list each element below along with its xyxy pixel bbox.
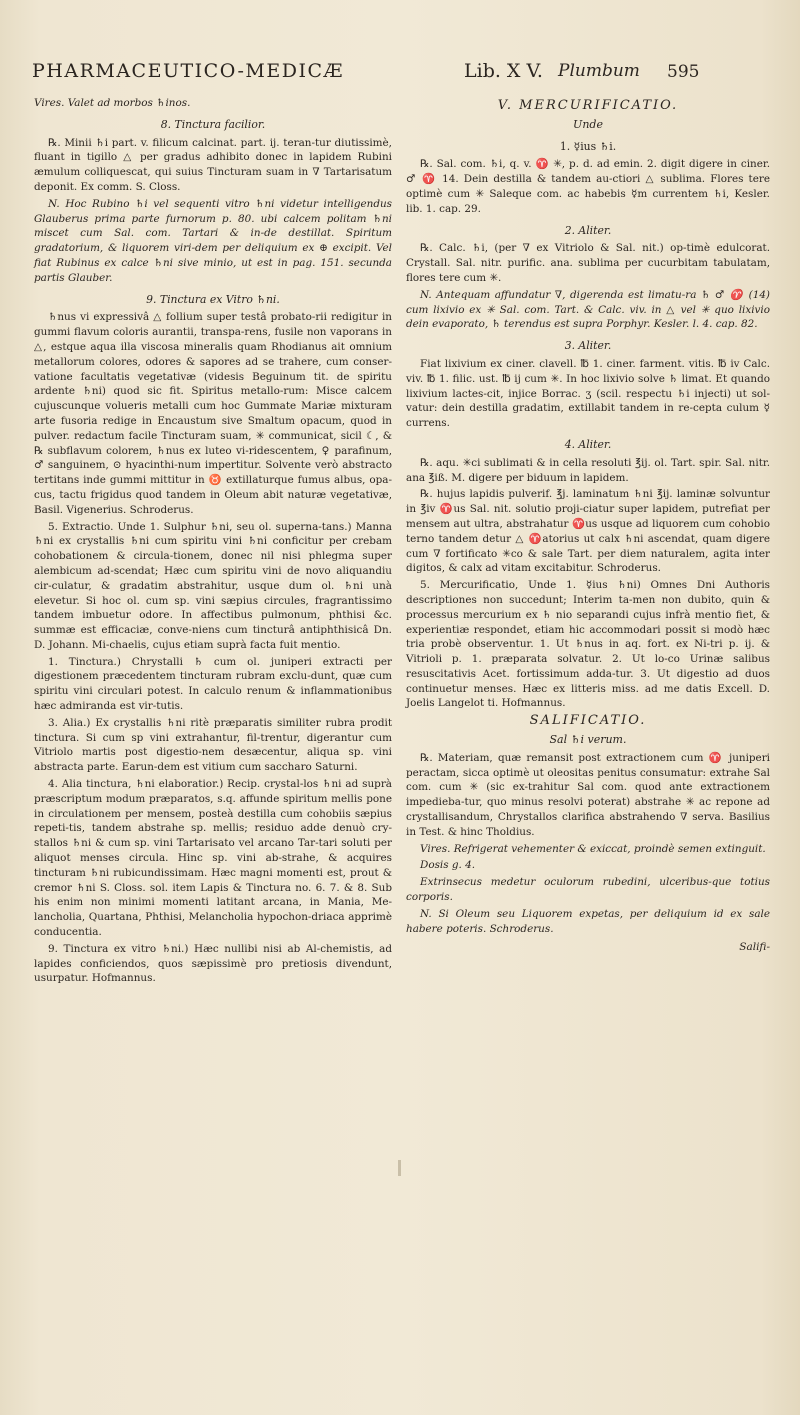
para-alia-3: 3. Alia.) Ex crystallis ♄ni ritè præparatis similiter rubra prodit tinctura. Si cum sp vini extrahantur, fil-trentur, digerantur cum Vitriolo martis post digestio-nem desæcentur, aliqua sp. vini abstracta parte. Earun-dem est vitium cum saccharo Saturni. xyxy=(34,716,392,774)
para-2: ℞. Calc. ♄i, (per ∇ ex Vitriolo & Sal. nit.) op-timè edulcorat. Crystall. Sal. nitr. purific. ana. sublima per cucurbitam tabulatam, flores tere cum ✳. xyxy=(406,242,770,284)
para-salificatio: ℞. Materiam, quæ remansit post extractionem cum ♈ juniperi peractam, sicca optimè ut oleositas penitus consumatur: extrahe Sal com. cum ✳ (sic ex-trahitur Sal com. quod ante extractionem impedieba-tur, quo minus resolvi poterat) abstrahe ✳ ac repone ad crystallisandum, Chrystallos clarifica abstrahendo ∇ serva. Basilius in Test. & hinc Tholdius. xyxy=(406,751,770,838)
book-number: Lib. X V. xyxy=(464,60,543,82)
intro-line: Vires. Valet ad morbos ♄inos. xyxy=(34,97,191,109)
heading-4: 4. Aliter. xyxy=(564,437,612,451)
paper-mark xyxy=(398,1160,401,1176)
note-8: N. Hoc Rubino ♄i vel sequenti vitro ♄ni videtur intelligendus Glauberus prima parte furnorum p. 80. ubi calcem politam ♄ni miscet cum Sal. com. Tartari & in-de destillat. Spiritum gradatorium, & liquorem viri-dem per deliquium ex ⊕ excipit. Vel fiat Rubinus ex calce ♄ni sive minio, ut est in pag. 151. secunda partis Glauber. xyxy=(34,197,392,284)
note-2: N. Antequam affundatur ∇, digerenda est limatu-ra ♄ ♂ ♈ (14) cum lixivio ex ✳ Sal. com. Tart. & Calc. viv. in △ vel ✳ quo lixivio dein evaporato, ♄ terendus est supra Porphyr. Kesler. l. 4. cap. 82. xyxy=(406,288,770,331)
right-column xyxy=(406,96,770,955)
left-column xyxy=(34,96,392,988)
para-4a: ℞. aqu. ✳ci sublimati & in cella resoluti ℥ij. ol. Tart. spir. Sal. nitr. ana ℥iß. M. digere per biduum in lapidem. xyxy=(406,456,770,484)
catchword: Salifi- xyxy=(739,941,770,954)
subheading-sal-verum: Sal ♄i verum. xyxy=(549,733,627,747)
para-tinctura-1: 1. Tinctura.) Chrystalli ♄ cum ol. juniperi extracti per digestionem præcedentem tincturam rubram exclu-dunt, quæ cum spiritu vini circulari potest. In calculo renum & inflammationibus hæc admiranda est vir-tutis. xyxy=(34,655,392,713)
para-extractio: 5. Extractio. Unde 1. Sulphur ♄ni, seu ol. superna-tans.) Manna ♄ni ex crystallis ♄ni cum spiritu vini ♄ni conficitur per crebam cohobationem & circula-tionem, donec nil nisi phlegma super alembicum ad-scendat; Hæc cum spiritu vini de novo aliquandiu cir-culatur, & gradatim abstrahitur, usque dum ol. ♄ni unà elevetur. Si hoc ol. cum sp. vini sæpius circules, fragrantissimo tandem imbuetur odore. In affectibus pulmonum, phthisi &c. summæ est efficaciæ, conve-niens cum tincturâ antiphthisicâ Dn. D. Johann. Mi-chaelis, cujus etiam suprà facta fuit mentio. xyxy=(34,520,392,651)
para-9: ♄nus vi expressivâ △ follium super testâ probato-rii redigitur in gummi flavum coloris aurantii, transpa-rens, fusile non vaporans in △, estque aqua illa viscosa mineralis quam Rhodianus ait omnium metallorum colores, odores & sapores ad se trahere, cum conser-vatione facultatis vegetativæ (videsis Beguinum tit. de spiritu ardente ♄ni) quod sic fit. Spiritus metallo-rum: Misce calcem cujuscunque volueris metalli cum hoc Gummate Mariæ mixturam arte fusoria redige in Encaustum sive Smaltum opacum, quod in pulver. redactum facile Tincturam suam, ✳ communicat, sicil ☾, & ℞ subflavum colorem, ♄nus ex luteo vi-ridescentem, ♀ parafinum, ♂ sanguinem, ⊙ hyacinthi-num impertitur. Solvente verò abstracto tertitans inde gummi mittitur in ♉ extillaturque fumus albus, opa-cus, tactu frigidus quod tandem in Oleum abit naturæ vegetativæ, Basil. Vigenerius. Schroderus. xyxy=(34,311,392,516)
heading-1: 1. ☿ius ♄i. xyxy=(559,139,617,153)
page-number: 595 xyxy=(667,62,700,82)
running-title: PHARMACEUTICO-MEDICÆ xyxy=(32,60,345,82)
para-4b: ℞. hujus lapidis pulverif. ℥j. laminatum ♄ni ℥ij. laminæ solvuntur in ℥iv ♈us Sal. nit. solutio proji-ciatur super lapidem, putrefiat per mensem aut ultra, abstrahatur ♈us usque ad liquorem cum cohobio terno tandem detur △ ♈atorius ut calx ♄ni ascendat, quam digere cum ∇ fortificato ✳co & sale Tart. per diem naturalem, agita inter digitos, & calx ad vitam excitabitur. Schroderus. xyxy=(406,488,770,575)
para-5: 5. Mercurificatio, Unde 1. ☿ius ♄ni) Omnes Dni Authoris descriptiones non succedunt; Interim ta-men non dubito, quin & processus mercurium ex ♄ nio separandi cujus infrà mentio fiet, & experientiæ respondet, etiam hic accommodari possit si modò hæc tria probè observentur. 1. Ut ♄nus in aq. fort. ex Ni-tri p. ij. & Vitrioli p. 1. præparata solvatur. 2. Ut lo-co Urinæ salibus resuscitativis Acet. fortissimum adda-tur. 3. Ut digestio ad duos continuetur menses. Hæc ex litteris miss. ad me datis Excell. D. Joelis Langelot ti. Hofmannus. xyxy=(406,579,770,710)
dosis-line: Dosis g. 4. xyxy=(420,859,476,872)
para-1: ℞. Sal. com. ♄i, q. v. ♈ ✳, p. d. ad emin. 2. digit digere in ciner. ♂ ♈ 14. Dein destilla & tandem au-ctiori △ sublima. Flores tere optimè cum ✳ Saleque com. ac habebis ☿m currentem ♄i, Kesler. lib. 1. cap. 29. xyxy=(406,158,770,215)
heading-9: 9. Tinctura ex Vitro ♄ni. xyxy=(146,292,280,306)
running-subject: Plumbum xyxy=(558,61,640,81)
para-alia-4: 4. Alia tinctura, ♄ni elaboratior.) Recip. crystal-los ♄ni ad suprà præscriptum modum præparatos, s.q. affunde spiritum mellis pone in circulationem per mensem, posteà destilla cum cohobiis sæpius repeti-tis, tandem abstrahe sp. mellis; residuo adde denuò cry-stallos ♄ni & cum sp. vini Tartarisato vel arcano Tar-tari soluti per aliquot menses circula. Hinc sp. vini ab-strahe, & acquires tincturam ♄ni rubicundissimam. Hæc magni momenti est, prout & cremor ♄ni S. Closs. sol. item Lapis & Tinctura no. 6. 7. & 8. Sub his enim non minimi momenti latitant arcana, in Mania, Me-lancholia, Quartana, Phthisi, Melancholia hypochon-driaca apprimè conducentia. xyxy=(34,778,392,939)
heading-2: 2. Aliter. xyxy=(564,223,612,237)
para-8: ℞. Minii ♄i part. v. filicum calcinat. part. ij. teran-tur diutissimè, fluant in tigillo △ per gradus adhibito donec in lapidem Rubini æmulum colliquescat, qui suius Tincturam suam in ∇ Tartarisatum deponit. Ex comm. S. Closs. xyxy=(34,136,392,193)
running-header xyxy=(32,60,772,94)
subheading-unde: Unde xyxy=(573,117,603,131)
note-last: N. Si Oleum seu Liquorem expetas, per deliquium id ex sale habere poteris. Schroderus. xyxy=(406,907,770,935)
heading-3: 3. Aliter. xyxy=(564,339,612,353)
extrinsecus-line: Extrinsecus medetur oculorum rubedini, ulceribus-que totius corporis. xyxy=(406,876,770,904)
section-heading-mercurificatio: V. MERCURIFICATIO. xyxy=(497,98,679,113)
para-3: Fiat lixivium ex ciner. clavell. ℔ 1. ciner. farment. vitis. ℔ iv Calc. viv. ℔ 1. filic. ust. ℔ ij cum ✳. In hoc lixivio solve ♄ limat. Et quando lixivium lactes-cit, injice Borrac. ʒ (scil. respectu ♄i injecti) ut sol-vatur: dein destilla gradatim, extillabit tandem in re-cepta culum ☿ currens. xyxy=(406,357,770,430)
vires-line: Vires. Refrigerat vehementer & exiccat, proindè semen extinguit. xyxy=(420,842,766,855)
para-tinctura-9: 9. Tinctura ex vitro ♄ni.) Hæc nullibi nisi ab Al-chemistis, ad lapides conficiendos, quos sæpissimè pro pretiosis divendunt, usurpatur. Hofmannus. xyxy=(34,942,392,985)
heading-8: 8. Tinctura facilior. xyxy=(160,117,266,131)
section-heading-salificatio: SALIFICATIO. xyxy=(529,713,647,729)
